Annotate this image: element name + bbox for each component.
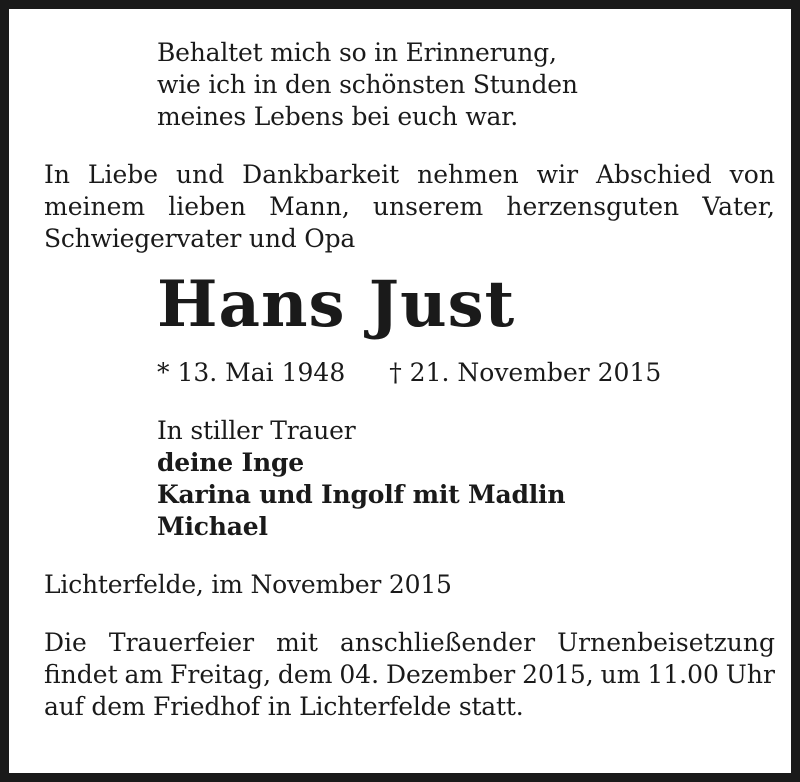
funeral-line: auf dem Friedhof in Lichterfelde statt. <box>44 692 524 721</box>
intro-word: unserem <box>372 192 484 221</box>
intro-word: In <box>44 160 70 189</box>
funeral-word: 04. <box>339 660 380 689</box>
intro-word: lieben <box>168 192 246 221</box>
place-date <box>44 569 775 601</box>
death-date: † 21. November 2015 <box>389 358 662 387</box>
deceased-name: Hans Just <box>157 267 516 342</box>
intro-word: Abschied <box>595 160 712 189</box>
funeral-word: Uhr <box>725 660 775 689</box>
motto-line: Behaltet mich so in Erinnerung, <box>157 38 557 67</box>
mourner-name: deine Inge <box>157 448 304 477</box>
funeral-word: Die <box>44 628 87 657</box>
intro-word: Mann, <box>269 192 350 221</box>
place-date-text: Lichterfelde, im November 2015 <box>44 570 452 599</box>
intro-word: wir <box>536 160 579 189</box>
intro-word: nehmen <box>417 160 519 189</box>
intro-word: und <box>176 160 225 189</box>
mourner-name: Karina und Ingolf mit Madlin <box>157 480 566 509</box>
funeral-line <box>44 627 775 659</box>
funeral-word: Dezember <box>385 660 516 689</box>
funeral-word: dem <box>277 660 333 689</box>
life-dates <box>44 357 775 389</box>
funeral-word: Urnenbeisetzung <box>557 628 775 657</box>
intro-line: Schwiegervater und Opa <box>44 224 356 253</box>
intro-paragraph <box>44 159 775 255</box>
motto-line: wie ich in den schönsten Stunden <box>157 70 578 99</box>
intro-word: von <box>729 160 775 189</box>
funeral-notice <box>44 627 775 723</box>
funeral-line <box>44 659 775 691</box>
funeral-word: Freitag, <box>170 660 272 689</box>
intro-word: Vater, <box>702 192 775 221</box>
funeral-word: mit <box>276 628 318 657</box>
intro-line <box>44 191 775 223</box>
mourners-heading: In stiller Trauer <box>157 416 356 445</box>
intro-word: Liebe <box>87 160 159 189</box>
funeral-word: am <box>124 660 164 689</box>
funeral-word: 11.00 <box>647 660 719 689</box>
funeral-word: 2015, <box>522 660 594 689</box>
funeral-word: Trauerfeier <box>108 628 255 657</box>
obituary-content <box>44 37 775 723</box>
motto-quote <box>44 37 775 133</box>
mourner-name: Michael <box>157 512 268 541</box>
motto-line: meines Lebens bei euch war. <box>157 102 518 131</box>
mourners-block <box>44 415 775 543</box>
intro-line <box>44 159 775 191</box>
funeral-word: findet <box>44 660 118 689</box>
funeral-word: um <box>600 660 641 689</box>
birth-date: * 13. Mai 1948 <box>157 358 346 387</box>
intro-word: meinem <box>44 192 146 221</box>
intro-word: herzensguten <box>506 192 680 221</box>
funeral-word: anschließender <box>339 628 536 657</box>
intro-word: Dankbarkeit <box>242 160 400 189</box>
